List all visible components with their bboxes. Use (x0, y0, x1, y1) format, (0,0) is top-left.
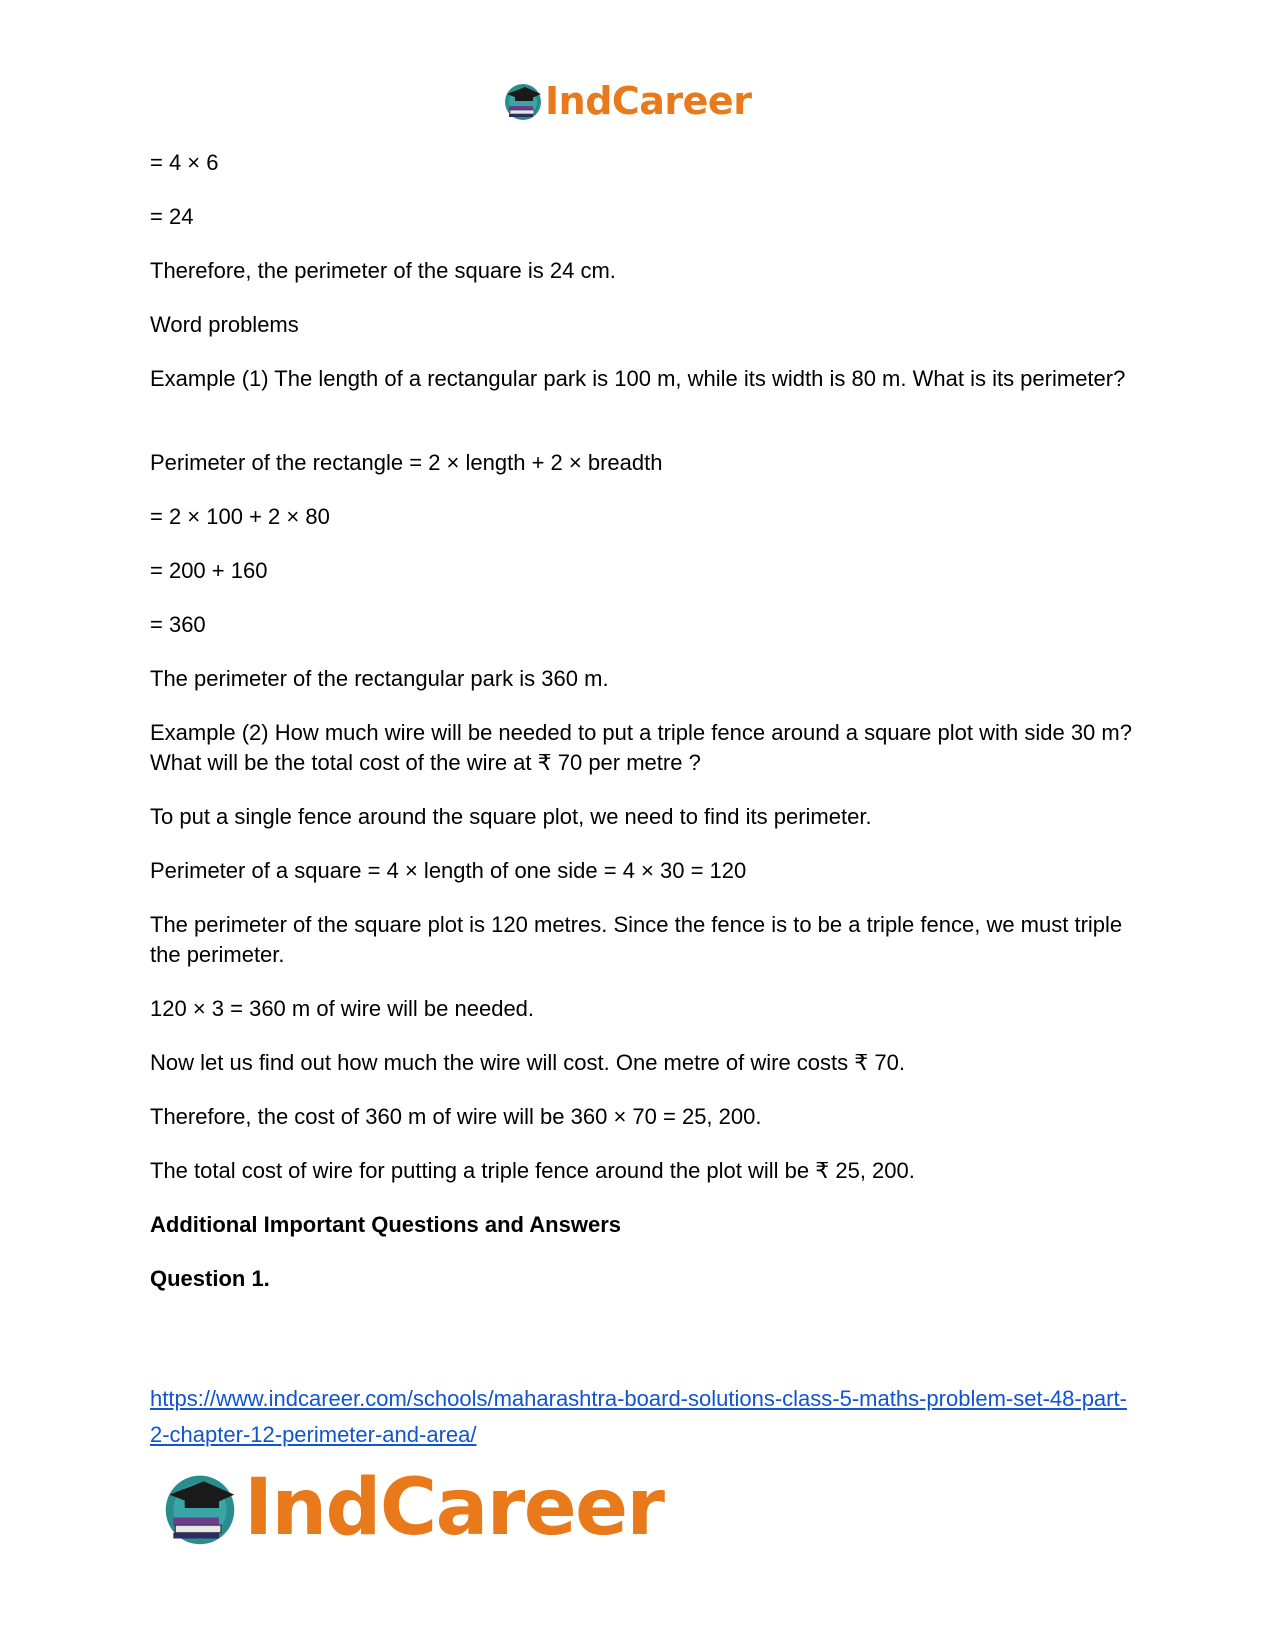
text-line: = 360 (150, 612, 206, 637)
footer-logo (160, 1463, 664, 1553)
section-heading: Word problems (150, 312, 299, 337)
text-line: = 4 × 6 (150, 150, 219, 175)
text-line: Perimeter of the rectangle = 2 × length + 2 × breadth (150, 450, 663, 475)
text-line: The perimeter of the square plot is 120 metres. Since the fence is to be a triple fence, we must triple the perimeter. (150, 912, 1123, 967)
text-line: 120 × 3 = 360 m of wire will be needed. (150, 996, 535, 1021)
text-line: Now let us find out how much the wire will cost. One metre of wire costs ₹ 70. (150, 1050, 905, 1075)
text-line: The perimeter of the rectangular park is 360 m. (150, 666, 609, 691)
text-line: Therefore, the cost of 360 m of wire will be 360 × 70 = 25, 200. (150, 1104, 762, 1129)
text-line: To put a single fence around the square plot, we need to find its perimeter. (150, 804, 872, 829)
logo-wordmark: IndCareer (545, 79, 752, 123)
text-line: = 24 (150, 204, 194, 229)
text-line: = 200 + 160 (150, 558, 268, 583)
text-line: Perimeter of a square = 4 × length of one side = 4 × 30 = 120 (150, 858, 747, 883)
text-line: Therefore, the perimeter of the square is 24 cm. (150, 258, 616, 283)
section-heading: Additional Important Questions and Answers (150, 1212, 622, 1237)
example-question: Example (2) How much wire will be needed to put a triple fence around a square plot with side 30 m? What will be the total cost of the wire at ₹ 70 per metre ? (150, 720, 1132, 775)
graduation-cap-books-icon (160, 1468, 240, 1548)
logo-wordmark: IndCareer (244, 1463, 664, 1553)
question-heading: Question 1. (150, 1266, 270, 1291)
example-question: Example (1) The length of a rectangular park is 100 m, while its width is 80 m. What is its perimeter? (150, 366, 1126, 391)
text-line: The total cost of wire for putting a triple fence around the plot will be ₹ 25, 200. (150, 1158, 915, 1183)
text-line: = 2 × 100 + 2 × 80 (150, 504, 330, 529)
graduation-cap-books-icon (503, 80, 543, 122)
source-url-link[interactable]: https://www.indcareer.com/schools/maharashtra-board-solutions-class-5-maths-problem-set-48-part-2-chapter-12-perimeter-and-area/ (150, 1386, 1127, 1447)
header-logo (503, 80, 751, 122)
